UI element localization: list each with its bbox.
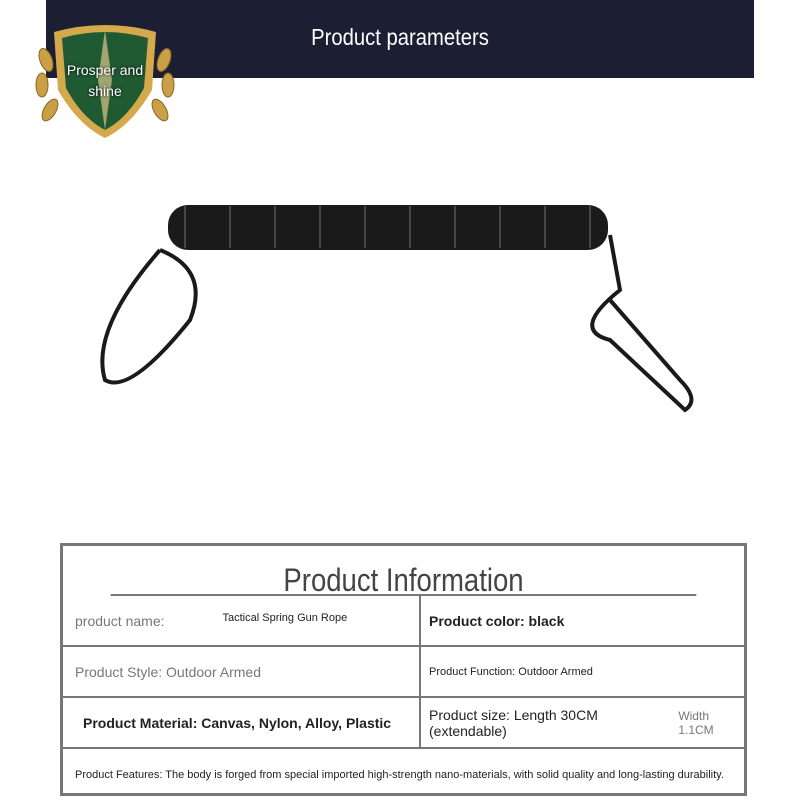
page-title: Product parameters — [311, 24, 489, 50]
product-info-table — [60, 543, 747, 796]
product-name-value: Tactical Spring Gun Rope — [222, 611, 348, 624]
product-function: Product Function: Outdoor Armed — [429, 665, 593, 678]
product-style: Product Style: Outdoor Armed — [63, 647, 421, 696]
brand-badge — [32, 10, 178, 144]
table-row — [63, 749, 744, 800]
table-title: Product Information — [111, 546, 697, 596]
product-image-spring-rope — [90, 180, 730, 440]
table-row — [63, 647, 744, 698]
badge-line1: Prosper and — [66, 62, 144, 78]
product-width: Width 1.1CM — [678, 708, 714, 737]
product-color: Product color: black — [429, 612, 565, 629]
table-row — [63, 698, 744, 749]
product-name-label: product name: — [75, 612, 165, 629]
product-material: Product Material: Canvas, Nylon, Alloy, Plastic — [63, 698, 421, 747]
product-size: Product size: Length 30CM (extendable) — [429, 706, 598, 739]
product-features: Product Features: The body is forged from special imported high-strength nano-materials, with solid quality and long-lasting durability. — [75, 768, 724, 781]
table-row — [63, 596, 744, 647]
badge-line2: shine — [88, 83, 122, 99]
